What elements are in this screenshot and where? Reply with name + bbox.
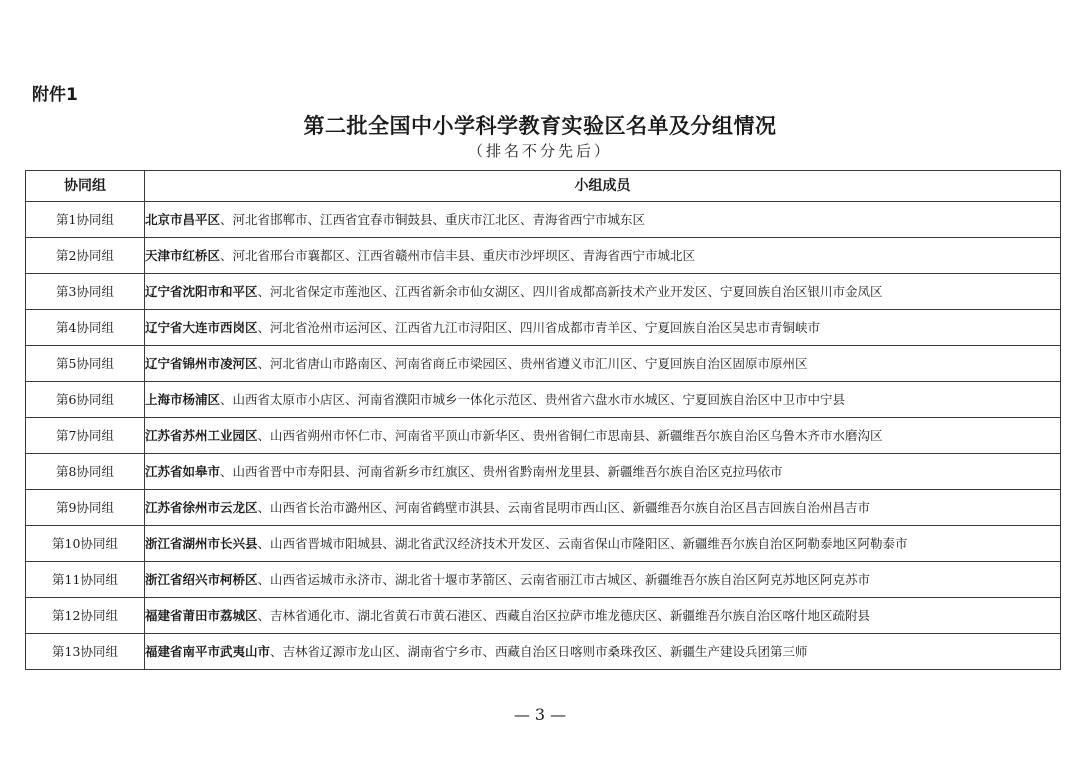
lead-member: 江苏省如皋市 bbox=[145, 464, 221, 479]
table-row bbox=[26, 346, 1061, 382]
lead-member: 辽宁省大连市西岗区 bbox=[145, 320, 258, 335]
other-members: 、山西省太原市小店区、河南省濮阳市城乡一体化示范区、贵州省六盘水市水城区、宁夏回族自治区中卫市中宁县 bbox=[220, 392, 846, 407]
other-members: 、河北省唐山市路南区、河南省商丘市梁园区、贵州省遵义市汇川区、宁夏回族自治区固原市原州区 bbox=[257, 356, 808, 371]
groups-table bbox=[25, 170, 1061, 670]
table-row bbox=[26, 526, 1061, 562]
group-name-cell: 第3协同组 bbox=[26, 274, 145, 310]
other-members: 、山西省朔州市怀仁市、河南省平顶山市新华区、贵州省铜仁市思南县、新疆维吾尔族自治区乌鲁木齐市水磨沟区 bbox=[257, 428, 883, 443]
members-cell bbox=[145, 274, 1061, 310]
table-row bbox=[26, 382, 1061, 418]
table-row bbox=[26, 418, 1061, 454]
members-cell bbox=[145, 634, 1061, 670]
table-header-row bbox=[26, 171, 1061, 202]
table-row bbox=[26, 274, 1061, 310]
group-name-cell: 第4协同组 bbox=[26, 310, 145, 346]
lead-member: 辽宁省沈阳市和平区 bbox=[145, 284, 258, 299]
other-members: 、河北省邢台市襄都区、江西省赣州市信丰县、重庆市沙坪坝区、青海省西宁市城北区 bbox=[220, 248, 696, 263]
other-members: 、河北省保定市莲池区、江西省新余市仙女湖区、四川省成都高新技术产业开发区、宁夏回族自治区银川市金凤区 bbox=[257, 284, 883, 299]
lead-member: 北京市昌平区 bbox=[145, 212, 221, 227]
group-name-cell: 第12协同组 bbox=[26, 598, 145, 634]
members-cell bbox=[145, 526, 1061, 562]
group-name-cell: 第5协同组 bbox=[26, 346, 145, 382]
table-body bbox=[26, 202, 1061, 670]
members-cell bbox=[145, 490, 1061, 526]
members-cell bbox=[145, 418, 1061, 454]
column-header-members: 小组成员 bbox=[145, 171, 1061, 202]
table-row bbox=[26, 238, 1061, 274]
table-row bbox=[26, 202, 1061, 238]
other-members: 、吉林省通化市、湖北省黄石市黄石港区、西藏自治区拉萨市堆龙德庆区、新疆维吾尔族自治区喀什地区疏附县 bbox=[257, 608, 871, 623]
document-title: 第二批全国中小学科学教育实验区名单及分组情况 bbox=[303, 113, 777, 138]
page-number: — 3 — bbox=[513, 705, 567, 724]
lead-member: 辽宁省锦州市凌河区 bbox=[145, 356, 258, 371]
table-row bbox=[26, 634, 1061, 670]
lead-member: 江苏省苏州工业园区 bbox=[145, 428, 258, 443]
members-cell bbox=[145, 346, 1061, 382]
lead-member: 上海市杨浦区 bbox=[145, 392, 221, 407]
other-members: 、山西省晋中市寿阳县、河南省新乡市红旗区、贵州省黔南州龙里县、新疆维吾尔族自治区克拉玛依市 bbox=[220, 464, 783, 479]
attachment-label: 附件1 bbox=[32, 85, 78, 105]
lead-member: 浙江省绍兴市柯桥区 bbox=[145, 572, 258, 587]
group-name-cell: 第1协同组 bbox=[26, 202, 145, 238]
group-name-cell: 第6协同组 bbox=[26, 382, 145, 418]
lead-member: 福建省南平市武夷山市 bbox=[145, 644, 271, 659]
other-members: 、河北省邯郸市、江西省宜春市铜鼓县、重庆市江北区、青海省西宁市城东区 bbox=[220, 212, 646, 227]
table-row bbox=[26, 454, 1061, 490]
table-row bbox=[26, 562, 1061, 598]
lead-member: 浙江省湖州市长兴县 bbox=[145, 536, 258, 551]
table-row bbox=[26, 598, 1061, 634]
other-members: 、河北省沧州市运河区、江西省九江市浔阳区、四川省成都市青羊区、宁夏回族自治区吴忠市青铜峡市 bbox=[257, 320, 821, 335]
group-name-cell: 第9协同组 bbox=[26, 490, 145, 526]
other-members: 、吉林省辽源市龙山区、湖南省宁乡市、西藏自治区日喀则市桑珠孜区、新疆生产建设兵团第三师 bbox=[270, 644, 808, 659]
lead-member: 天津市红桥区 bbox=[145, 248, 221, 263]
other-members: 、山西省长治市潞州区、河南省鹤壁市淇县、云南省昆明市西山区、新疆维吾尔族自治区昌吉回族自治州昌吉市 bbox=[257, 500, 871, 515]
members-cell bbox=[145, 238, 1061, 274]
members-cell bbox=[145, 598, 1061, 634]
group-name-cell: 第13协同组 bbox=[26, 634, 145, 670]
group-name-cell: 第7协同组 bbox=[26, 418, 145, 454]
other-members: 、山西省运城市永济市、湖北省十堰市茅箭区、云南省丽江市古城区、新疆维吾尔族自治区阿克苏地区阿克苏市 bbox=[257, 572, 871, 587]
group-name-cell: 第2协同组 bbox=[26, 238, 145, 274]
lead-member: 福建省莆田市荔城区 bbox=[145, 608, 258, 623]
members-cell bbox=[145, 310, 1061, 346]
table-row bbox=[26, 310, 1061, 346]
members-cell bbox=[145, 382, 1061, 418]
members-cell bbox=[145, 202, 1061, 238]
group-name-cell: 第11协同组 bbox=[26, 562, 145, 598]
lead-member: 江苏省徐州市云龙区 bbox=[145, 500, 258, 515]
members-cell bbox=[145, 562, 1061, 598]
column-header-group: 协同组 bbox=[26, 171, 145, 202]
group-name-cell: 第8协同组 bbox=[26, 454, 145, 490]
members-cell bbox=[145, 454, 1061, 490]
document-subtitle: （排名不分先后） bbox=[467, 142, 612, 160]
group-name-cell: 第10协同组 bbox=[26, 526, 145, 562]
other-members: 、山西省晋城市阳城县、湖北省武汉经济技术开发区、云南省保山市隆阳区、新疆维吾尔族自治区阿勒泰地区阿勒泰市 bbox=[257, 536, 908, 551]
table-row bbox=[26, 490, 1061, 526]
